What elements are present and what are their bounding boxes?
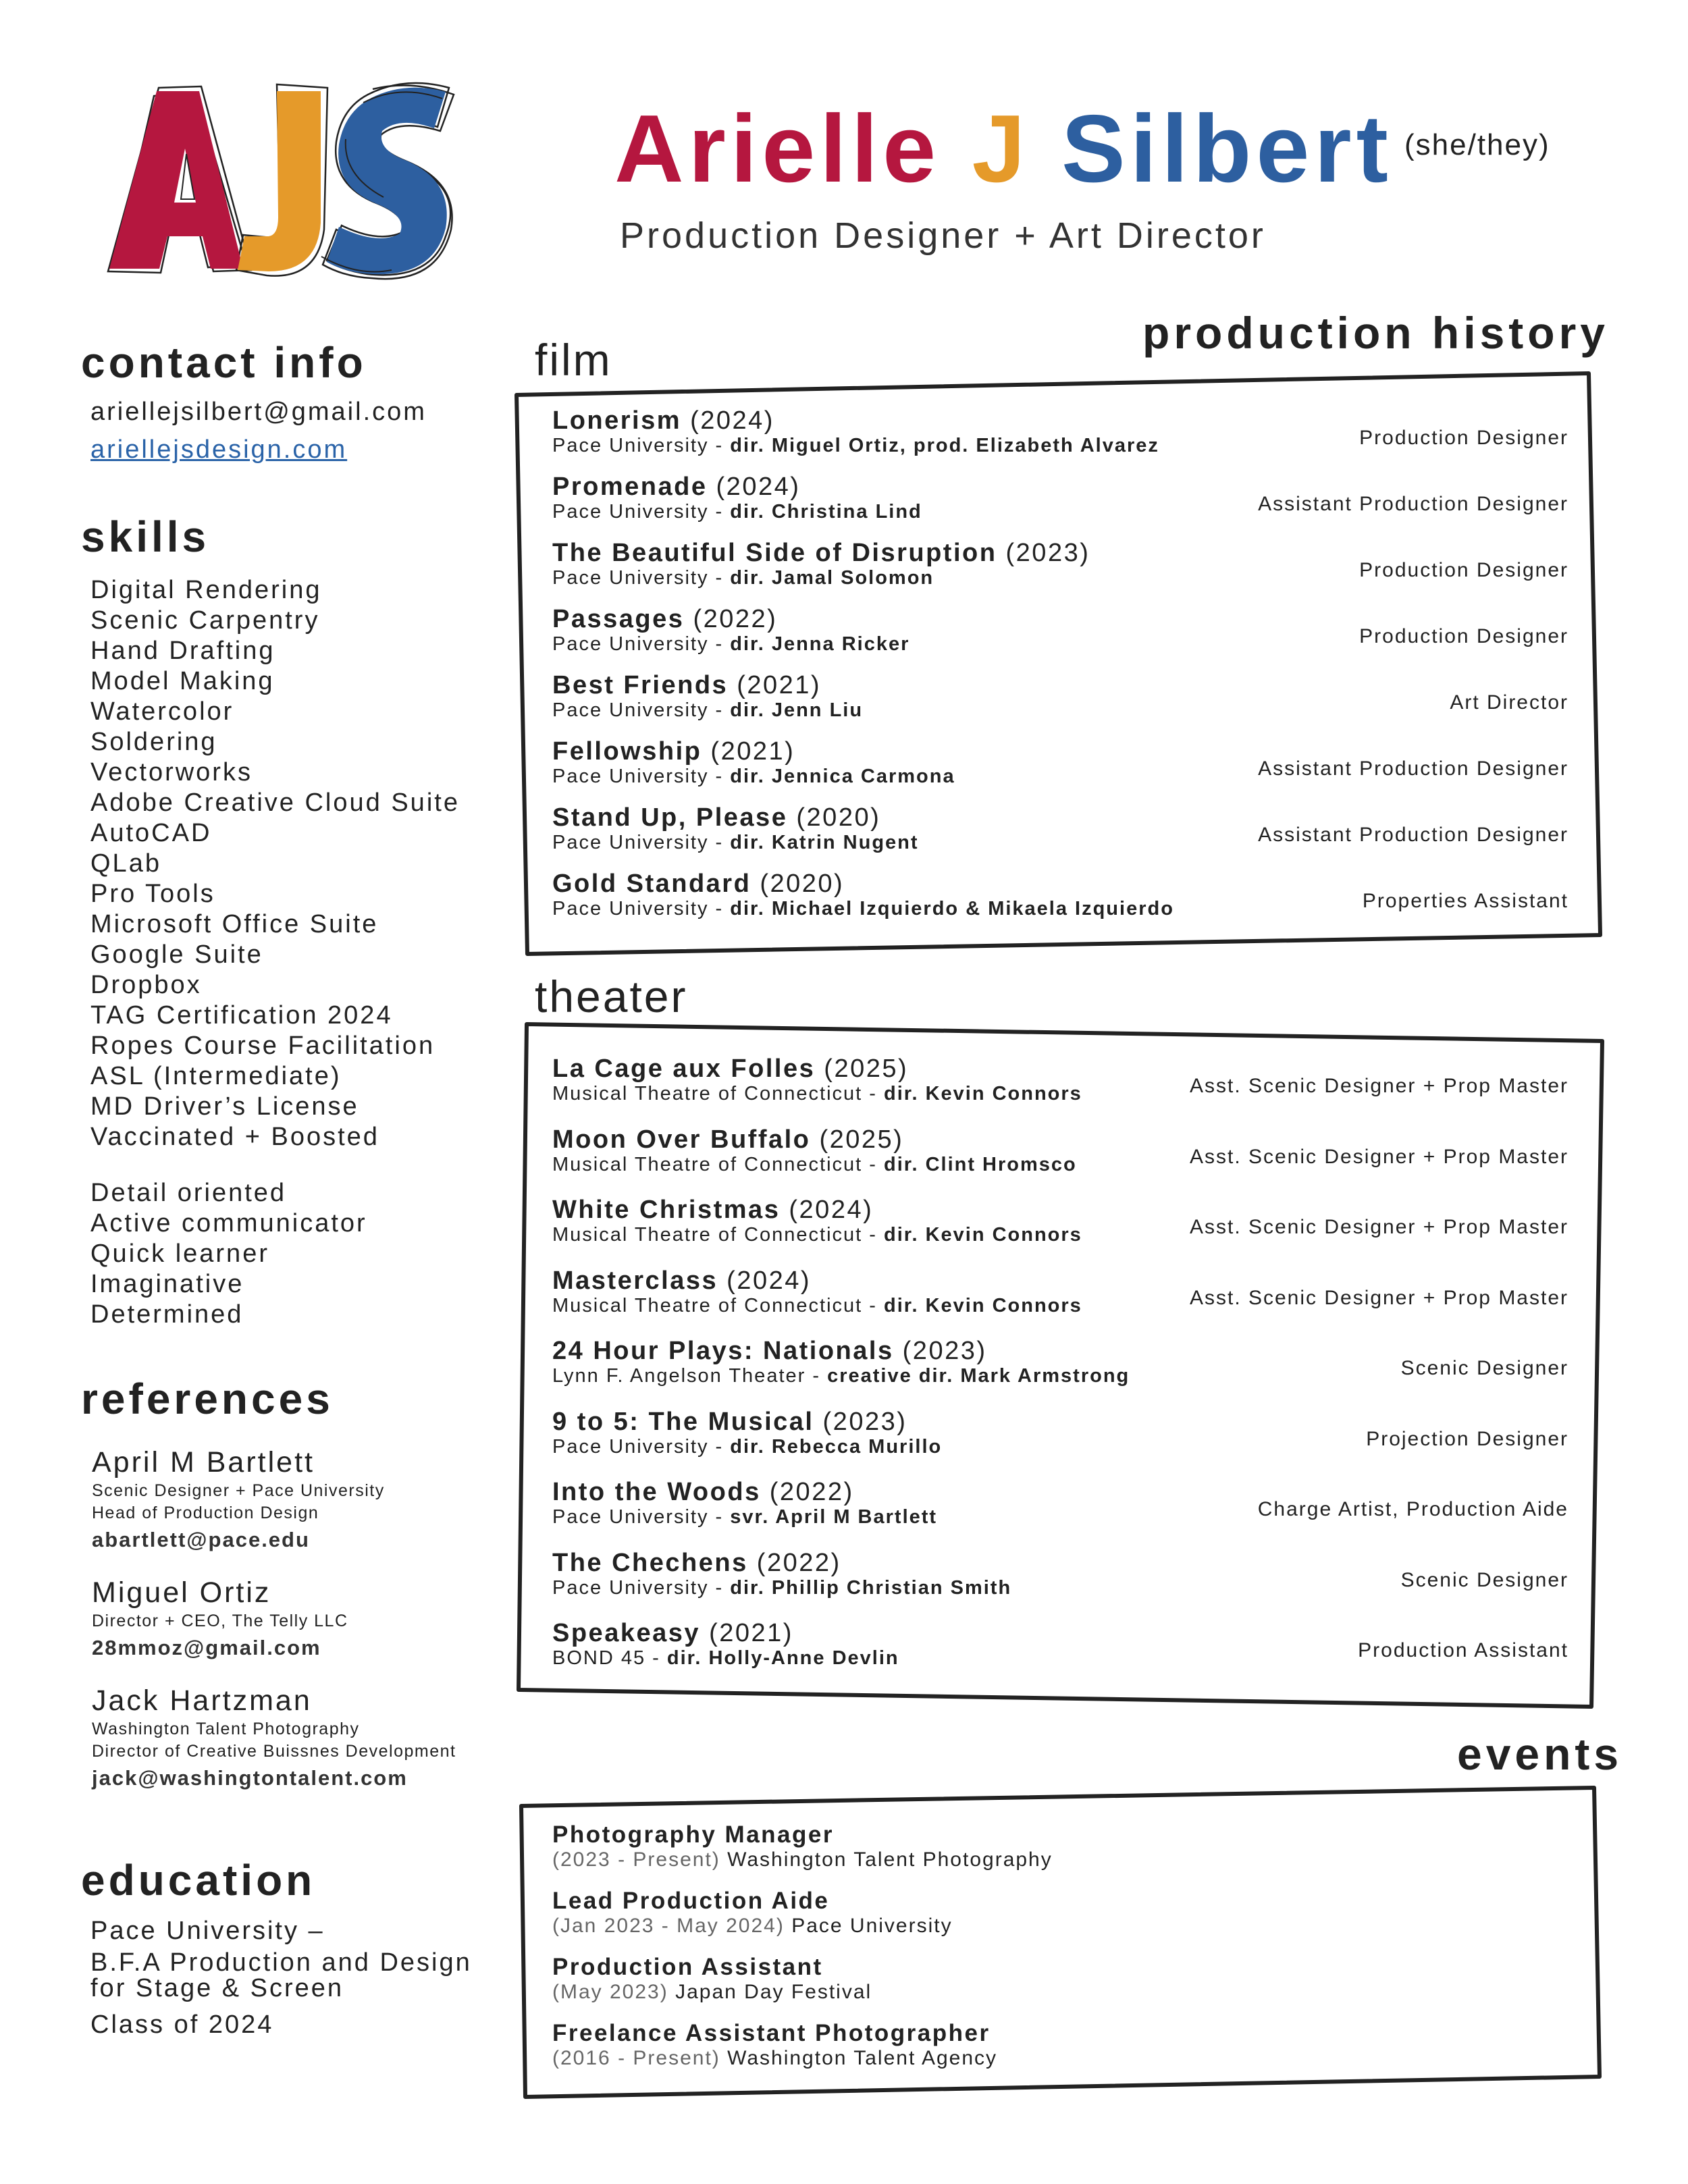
credit-director: dir. Christina Lind	[730, 501, 922, 523]
credit-title: Best Friends	[552, 671, 729, 699]
credit-director: svr. April M Bartlett	[730, 1506, 938, 1528]
credit-year: (2023)	[902, 1337, 987, 1365]
film-list	[552, 406, 1568, 936]
event-entry	[552, 2019, 1568, 2085]
credit-title: The Beautiful Side of Disruption	[552, 539, 997, 567]
credit-org: Lynn F. Angelson Theater	[552, 1365, 806, 1387]
reference-email[interactable]: 28mmoz@gmail.com	[92, 1636, 321, 1659]
credit-org: Musical Theatre of Connecticut	[552, 1224, 863, 1246]
credit-director: dir. Michael Izquierdo & Mikaela Izquierdo	[730, 898, 1174, 920]
skill-item: Google Suite	[90, 940, 263, 969]
skill-item: Dropbox	[90, 971, 202, 999]
skill-item: Ropes Course Facilitation	[90, 1032, 436, 1060]
credit-role: Production Designer	[1359, 427, 1568, 449]
credit-role: Charge Artist, Production Aide	[1257, 1498, 1568, 1520]
credit-separator: -	[645, 1647, 667, 1669]
credit-role: Projection Designer	[1366, 1427, 1568, 1450]
credit-entry	[552, 870, 1568, 936]
credit-title: Moon Over Buffalo	[552, 1125, 811, 1154]
reference-title: Director of Creative Buissnes Development	[92, 1742, 456, 1761]
credit-entry	[552, 1055, 1568, 1125]
ajs-logo	[95, 74, 567, 290]
trait-item: Detail oriented	[90, 1179, 287, 1207]
event-dates: (May 2023)	[552, 1981, 668, 2003]
credit-separator: -	[862, 1224, 884, 1246]
credit-entry	[552, 1267, 1568, 1337]
event-title: Production Assistant	[552, 1954, 823, 1980]
credit-title: La Cage aux Folles	[552, 1055, 816, 1083]
credit-entry	[552, 605, 1568, 671]
credit-separator: -	[708, 832, 731, 853]
last-name: Silbert	[1061, 95, 1393, 203]
credit-role: Asst. Scenic Designer + Prop Master	[1189, 1216, 1568, 1238]
credit-separator: -	[806, 1365, 828, 1387]
credit-entry	[552, 539, 1568, 605]
credit-director: dir. Kevin Connors	[884, 1224, 1082, 1246]
credit-role: Production Designer	[1359, 559, 1568, 581]
credit-director: dir. Holly-Anne Devlin	[666, 1647, 899, 1669]
credit-separator: -	[708, 435, 731, 456]
credit-title: Into the Woods	[552, 1478, 761, 1506]
credit-separator: -	[708, 1576, 731, 1599]
skill-item: Pro Tools	[90, 880, 215, 908]
credit-year: (2020)	[760, 870, 845, 898]
credit-title-line	[552, 671, 1568, 699]
event-place: Japan Day Festival	[675, 1981, 872, 2003]
credit-year: (2024)	[727, 1266, 811, 1295]
credit-org: Pace University	[552, 1576, 709, 1599]
credit-entry	[552, 1125, 1568, 1196]
traits-list	[90, 1178, 367, 1330]
event-place: Washington Talent Agency	[727, 2047, 998, 2069]
credit-title: Fellowship	[552, 737, 702, 766]
credit-title: White Christmas	[552, 1196, 781, 1224]
credit-year: (2021)	[710, 737, 795, 766]
credit-director: dir. Miguel Ortiz, prod. Elizabeth Alvarez	[730, 435, 1159, 456]
credit-entry	[552, 1408, 1568, 1479]
credit-entry	[552, 1337, 1568, 1408]
credit-year: (2023)	[1005, 539, 1090, 567]
credit-separator: -	[708, 567, 731, 589]
credit-entry	[552, 1196, 1568, 1267]
skill-item: Adobe Creative Cloud Suite	[90, 789, 460, 817]
credit-year: (2024)	[789, 1196, 874, 1224]
skill-item: Vectorworks	[90, 758, 253, 787]
reference-card	[92, 1575, 348, 1663]
credit-year: (2023)	[822, 1407, 907, 1436]
credit-org: Pace University	[552, 567, 709, 589]
credit-org: Musical Theatre of Connecticut	[552, 1153, 863, 1175]
skills-heading: skills	[81, 512, 210, 561]
trait-item: Determined	[90, 1300, 244, 1329]
credit-role: Art Director	[1450, 691, 1568, 714]
credit-director: dir. Phillip Christian Smith	[730, 1576, 1012, 1599]
first-name: Arielle	[614, 95, 941, 203]
credit-entry	[552, 737, 1568, 803]
theater-heading: theater	[535, 971, 688, 1021]
skill-item: Hand Drafting	[90, 637, 275, 665]
reference-card	[92, 1445, 385, 1555]
credit-role: Assistant Production Designer	[1258, 824, 1568, 846]
credit-role: Scenic Designer	[1400, 1357, 1568, 1379]
credit-year: (2025)	[824, 1055, 909, 1083]
education-school: Pace University –	[90, 1917, 325, 1945]
credit-entry	[552, 671, 1568, 737]
education-heading: education	[81, 1856, 316, 1905]
credit-role: Assistant Production Designer	[1258, 757, 1568, 780]
credit-entry	[552, 406, 1568, 473]
credit-director: dir. Rebecca Murillo	[730, 1435, 943, 1458]
reference-email[interactable]: jack@washingtontalent.com	[92, 1766, 408, 1790]
credit-org: Pace University	[552, 766, 709, 787]
credit-director: dir. Jennica Carmona	[730, 766, 955, 787]
credit-role: Asst. Scenic Designer + Prop Master	[1189, 1075, 1568, 1097]
credit-director: dir. Jenn Liu	[730, 699, 864, 721]
education-degree-line: B.F.A Production and Design	[90, 1948, 472, 1977]
contact-email[interactable]: ariellejsilbert@gmail.com	[90, 398, 427, 426]
credit-org: Pace University	[552, 435, 709, 456]
credit-entry	[552, 1619, 1568, 1690]
credit-title: 24 Hour Plays: Nationals	[552, 1337, 894, 1365]
education-degree	[90, 1950, 472, 2001]
credit-title: Masterclass	[552, 1266, 718, 1295]
credit-org: Pace University	[552, 501, 709, 523]
credit-title: Stand Up, Please	[552, 803, 788, 832]
credit-title: Speakeasy	[552, 1619, 700, 1647]
skill-item: Model Making	[90, 667, 275, 695]
production-history-heading: production history	[1142, 308, 1609, 358]
reference-name: Miguel Ortiz	[92, 1576, 271, 1609]
skill-item: MD Driver’s License	[90, 1092, 359, 1121]
reference-card	[92, 1683, 456, 1794]
event-dates: (2016 - Present)	[552, 2047, 720, 2069]
skill-item: Digital Rendering	[90, 576, 322, 604]
credit-separator: -	[862, 1294, 884, 1316]
credit-role: Assistant Production Designer	[1258, 493, 1568, 515]
reference-email[interactable]: abartlett@pace.edu	[92, 1528, 310, 1551]
event-details	[552, 2048, 1568, 2069]
event-details	[552, 1915, 1568, 1937]
event-title: Freelance Assistant Photographer	[552, 2020, 991, 2046]
event-entry	[552, 1887, 1568, 1953]
skill-item: ASL (Intermediate)	[90, 1062, 342, 1090]
education-class: Class of 2024	[90, 2010, 274, 2039]
website-link[interactable]: ariellejsdesign.com	[90, 435, 348, 464]
trait-item: Imaginative	[90, 1270, 244, 1298]
credit-director: dir. Kevin Connors	[884, 1294, 1082, 1316]
credit-title: Lonerism	[552, 406, 682, 435]
credit-director: dir. Katrin Nugent	[730, 832, 919, 853]
event-details	[552, 1849, 1568, 1871]
credit-separator: -	[708, 1506, 731, 1528]
credit-details	[552, 699, 1568, 721]
event-title: Lead Production Aide	[552, 1888, 830, 1914]
credit-separator: -	[862, 1083, 884, 1104]
credit-year: (2022)	[756, 1548, 841, 1577]
event-entry	[552, 1821, 1568, 1887]
skill-item: QLab	[90, 849, 161, 878]
credit-director: dir. Jenna Ricker	[730, 633, 910, 655]
skill-item: Vaccinated + Boosted	[90, 1123, 379, 1151]
credit-org: Musical Theatre of Connecticut	[552, 1083, 863, 1104]
credit-year: (2024)	[690, 406, 774, 435]
skill-item: AutoCAD	[90, 819, 212, 847]
credit-org: Pace University	[552, 699, 709, 721]
credit-entry	[552, 1549, 1568, 1620]
credit-org: Pace University	[552, 633, 709, 655]
skills-list	[90, 575, 460, 1152]
credit-separator: -	[862, 1153, 884, 1175]
contact-heading: contact info	[81, 338, 367, 387]
skill-item: Scenic Carpentry	[90, 606, 320, 635]
reference-title: Director + CEO, The Telly LLC	[92, 1612, 348, 1630]
film-heading: film	[535, 335, 612, 385]
credit-separator: -	[708, 699, 731, 721]
credit-director: dir. Kevin Connors	[884, 1083, 1082, 1104]
skill-item: Soldering	[90, 728, 217, 756]
credit-director: dir. Clint Hromsco	[884, 1153, 1077, 1175]
skill-item: Watercolor	[90, 697, 234, 726]
trait-item: Active communicator	[90, 1209, 367, 1237]
event-entry	[552, 1953, 1568, 2019]
credit-year: (2025)	[819, 1125, 904, 1154]
credit-org: BOND 45	[552, 1647, 646, 1669]
event-title: Photography Manager	[552, 1821, 834, 1848]
credit-role: Scenic Designer	[1400, 1568, 1568, 1591]
credit-role: Asst. Scenic Designer + Prop Master	[1189, 1286, 1568, 1309]
credit-org: Pace University	[552, 832, 709, 853]
credit-org: Pace University	[552, 1435, 709, 1458]
credit-year: (2021)	[709, 1619, 793, 1647]
credit-entry	[552, 803, 1568, 870]
events-list	[552, 1821, 1568, 2085]
full-name	[614, 95, 1393, 203]
event-place: Pace University	[791, 1915, 953, 1937]
reference-title: Washington Talent Photography	[92, 1720, 360, 1738]
credit-org: Pace University	[552, 898, 709, 920]
credit-entry	[552, 473, 1568, 539]
credit-title: Gold Standard	[552, 870, 751, 898]
credit-role: Production Assistant	[1358, 1639, 1568, 1661]
reference-name: April M Bartlett	[92, 1446, 315, 1479]
credit-director: dir. Jamal Solomon	[730, 567, 934, 589]
credit-year: (2022)	[769, 1478, 854, 1506]
credit-year: (2024)	[716, 473, 801, 501]
event-details	[552, 1981, 1568, 2003]
credit-title: Passages	[552, 605, 685, 633]
credit-org: Pace University	[552, 1506, 709, 1528]
middle-initial: J	[972, 95, 1030, 203]
reference-title: Head of Production Design	[92, 1503, 319, 1522]
credit-separator: -	[708, 898, 731, 920]
credit-separator: -	[708, 633, 731, 655]
credit-role: Properties Assistant	[1362, 890, 1568, 912]
credit-title: Promenade	[552, 473, 708, 501]
credit-separator: -	[708, 766, 731, 787]
event-dates: (Jan 2023 - May 2024)	[552, 1915, 785, 1937]
credit-separator: -	[708, 501, 731, 523]
credit-title: The Chechens	[552, 1548, 748, 1577]
credit-year: (2022)	[693, 605, 778, 633]
credit-role: Asst. Scenic Designer + Prop Master	[1189, 1145, 1568, 1168]
reference-name: Jack Hartzman	[92, 1684, 312, 1717]
education-degree-line: for Stage & Screen	[90, 1974, 344, 2002]
theater-list	[552, 1055, 1568, 1690]
event-dates: (2023 - Present)	[552, 1848, 720, 1871]
credit-year: (2021)	[737, 671, 822, 699]
event-place: Washington Talent Photography	[727, 1848, 1053, 1871]
credit-entry	[552, 1478, 1568, 1549]
credit-separator: -	[708, 1435, 731, 1458]
skill-item: TAG Certification 2024	[90, 1001, 393, 1030]
reference-title: Scenic Designer + Pace University	[92, 1481, 385, 1500]
tagline: Production Designer + Art Director	[620, 215, 1266, 256]
credit-role: Production Designer	[1359, 625, 1568, 647]
skill-item: Microsoft Office Suite	[90, 910, 379, 938]
credit-org: Musical Theatre of Connecticut	[552, 1294, 863, 1316]
trait-item: Quick learner	[90, 1240, 269, 1268]
credit-title: 9 to 5: The Musical	[552, 1407, 814, 1436]
credit-year: (2020)	[796, 803, 881, 832]
credit-director: creative dir. Mark Armstrong	[827, 1365, 1130, 1387]
pronouns: (she/they)	[1404, 128, 1550, 161]
references-heading: references	[81, 1375, 334, 1423]
events-heading: events	[1457, 1729, 1623, 1779]
